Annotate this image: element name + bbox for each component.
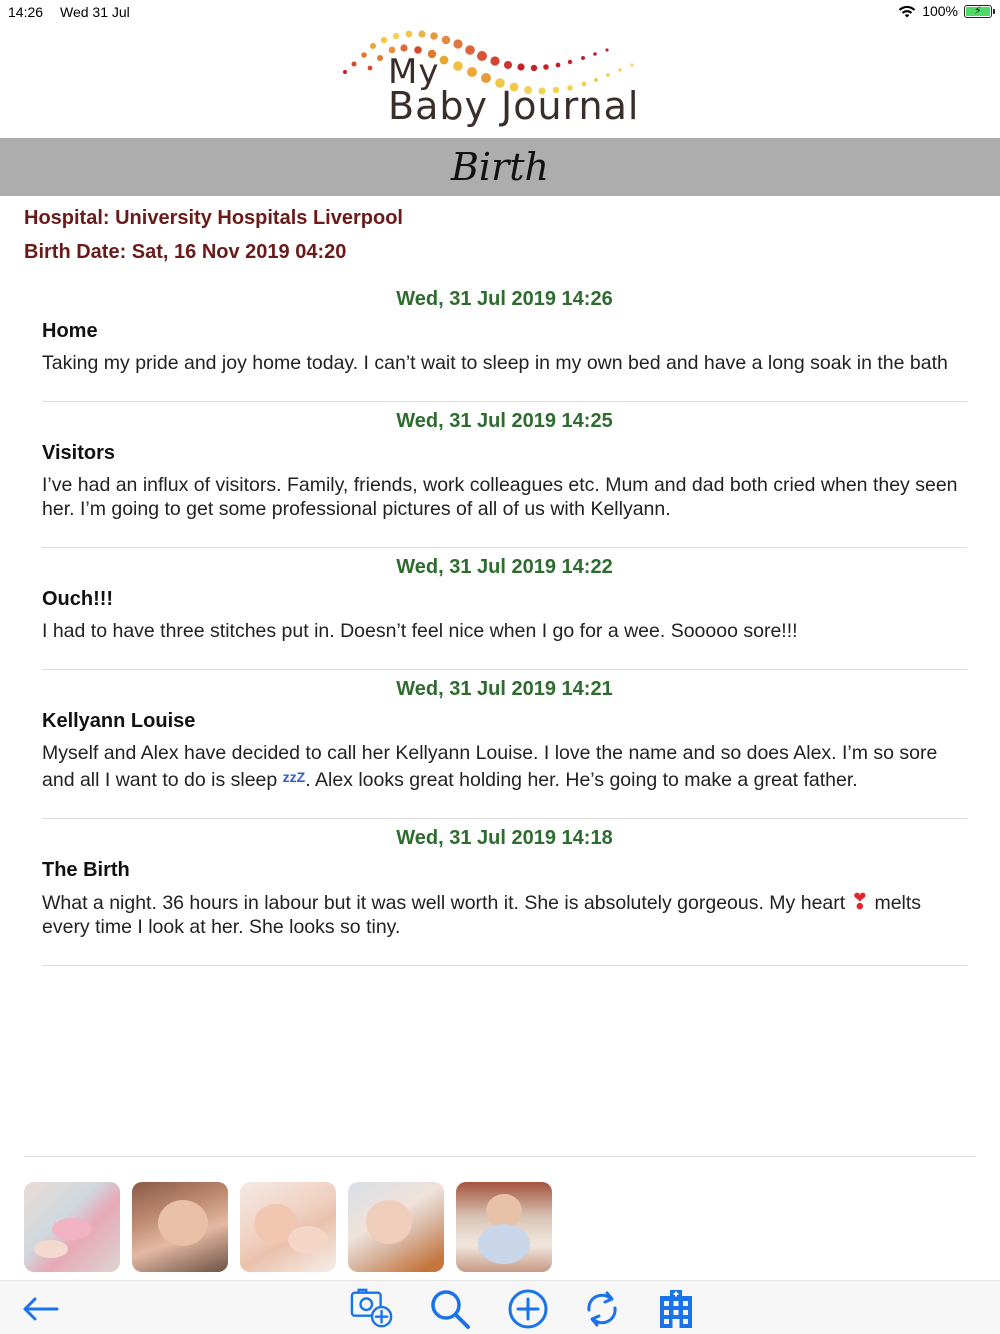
journal-entry[interactable]	[42, 819, 967, 966]
add-photo-button[interactable]	[350, 1289, 394, 1329]
birth-date-info: Birth Date: Sat, 16 Nov 2019 04:20	[24, 241, 347, 263]
status-right	[898, 3, 992, 19]
journal-entry[interactable]	[42, 280, 967, 402]
journal-entry[interactable]	[42, 402, 967, 548]
section-header	[0, 138, 1000, 196]
logo-text-name: Baby Journal	[388, 84, 640, 128]
app-logo	[340, 28, 670, 133]
entry-body-text: melts every time I look at her. She looks so tiny.	[42, 892, 922, 938]
newborn-photo[interactable]	[240, 1182, 336, 1272]
hospital-button[interactable]	[654, 1289, 698, 1329]
entry-date: Wed, 31 Jul 2019 14:22	[396, 556, 613, 578]
refresh-button[interactable]	[580, 1289, 624, 1329]
arrow-left-icon	[21, 1297, 59, 1321]
sleeping-baby-photo[interactable]	[132, 1182, 228, 1272]
sleeping-emoji-icon: zzZ	[282, 769, 306, 785]
entry-date: Wed, 31 Jul 2019 14:18	[396, 827, 613, 849]
entry-body: Taking my pride and joy home today. I can’t wait to sleep in my own bed and have a long soak in the bath	[42, 352, 948, 374]
entry-body: I had to have three stitches put in. Doesn’t feel nice when I go for a wee. Sooooo sore!!!	[42, 620, 798, 642]
back-button[interactable]	[18, 1289, 62, 1329]
baby-yawning-photo[interactable]	[348, 1182, 444, 1272]
entry-title: Visitors	[42, 442, 115, 464]
entry-date: Wed, 31 Jul 2019 14:26	[396, 288, 613, 310]
hospital-info: Hospital: University Hospitals Liverpool	[24, 207, 403, 229]
add-photo-icon	[350, 1288, 394, 1330]
entry-title: Home	[42, 320, 98, 342]
photo-strip	[24, 1182, 552, 1272]
entry-date: Wed, 31 Jul 2019 14:21	[396, 678, 613, 700]
bottom-toolbar	[0, 1280, 1000, 1334]
entry-title: Kellyann Louise	[42, 710, 196, 732]
battery-percent: 100%	[922, 3, 958, 19]
status-date: Wed 31 Jul	[60, 4, 130, 20]
heart-emoji-icon: ❣	[850, 889, 870, 914]
journal-entry[interactable]	[42, 548, 967, 670]
search-icon	[429, 1288, 471, 1330]
refresh-icon	[581, 1288, 623, 1330]
journal-entry[interactable]	[42, 670, 967, 819]
entry-body-text: . Alex looks great holding her. He’s going to make a great father.	[305, 769, 858, 791]
plus-circle-icon	[507, 1288, 549, 1330]
entry-body-text: What a night. 36 hours in labour but it was well worth it. She is absolutely gorgeous. My heart	[42, 892, 851, 914]
entry-body-text: Myself and Alex have decided to call her Kellyann Louise. I love the name and so does Alex. I’m so sore and all I want to do is sleep	[42, 742, 938, 791]
status-bar	[0, 0, 1000, 24]
journal-entries-list[interactable]	[42, 280, 967, 966]
baby-feet-photo[interactable]	[24, 1182, 120, 1272]
logo-text-my: My	[388, 52, 440, 92]
status-time: 14:26	[8, 4, 44, 20]
section-title: Birth	[451, 145, 549, 189]
baby-in-crib-photo[interactable]	[456, 1182, 552, 1272]
battery-icon: ⚡	[964, 5, 992, 18]
wifi-icon	[898, 5, 916, 18]
entry-title: The Birth	[42, 859, 130, 881]
photos-divider	[24, 1156, 976, 1157]
entry-body: I’ve had an influx of visitors. Family, friends, work colleagues etc. Mum and dad both cried when they seen her. I’m going to get some professional pictures of all of us with Kellyann.	[42, 474, 958, 520]
building-icon	[656, 1288, 696, 1330]
entry-date: Wed, 31 Jul 2019 14:25	[396, 410, 613, 432]
entry-body	[42, 890, 967, 965]
entry-body	[42, 741, 967, 818]
search-button[interactable]	[428, 1289, 472, 1329]
add-entry-button[interactable]	[506, 1289, 550, 1329]
entry-title: Ouch!!!	[42, 588, 114, 610]
